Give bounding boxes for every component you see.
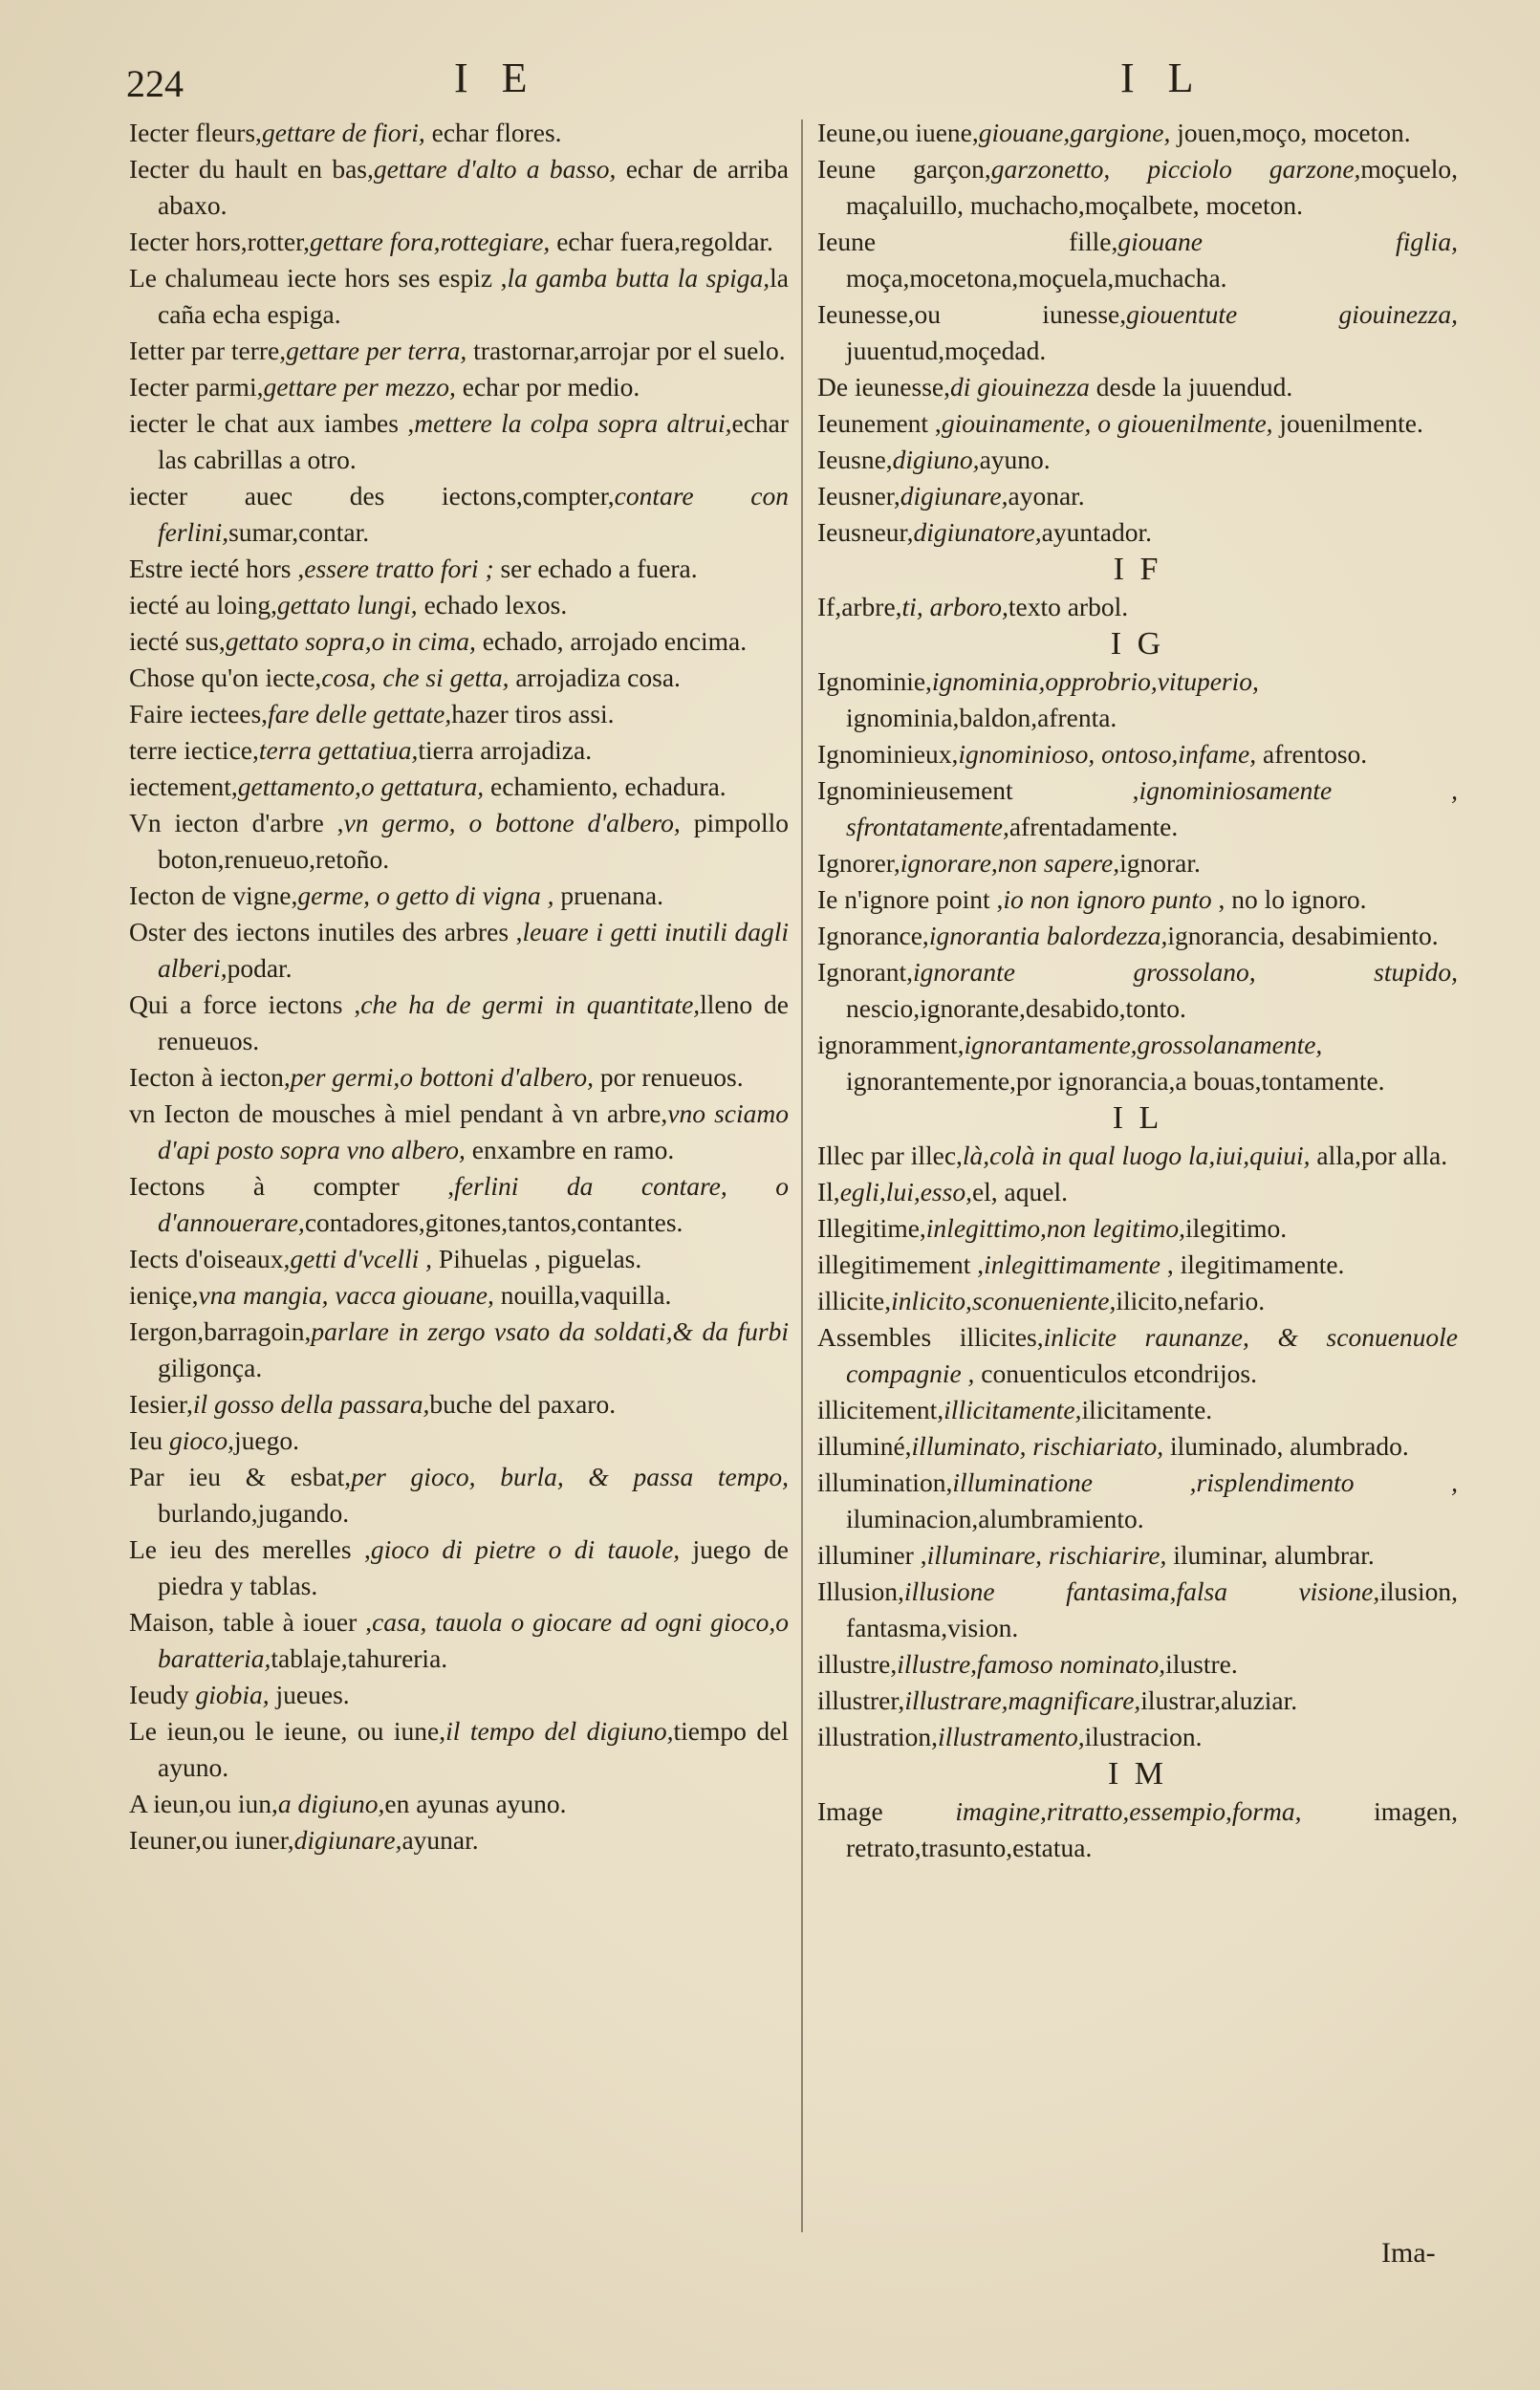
italian-translation: inlegittimamente (984, 1249, 1160, 1279)
french-term: ignoramment, (817, 1030, 965, 1059)
spanish-translation: la caña echa espiga. (158, 263, 790, 329)
dictionary-entry (129, 587, 789, 623)
right-column (817, 115, 1458, 1866)
french-term: Le ieun,ou le ieune, ou iune, (129, 1716, 446, 1746)
dictionary-entry (129, 987, 789, 1059)
italian-translation: di giouinezza (949, 372, 1090, 402)
french-term: Iesier, (129, 1389, 193, 1419)
dictionary-entry (817, 736, 1458, 772)
spanish-translation: trastornar,arrojar por el suelo. (466, 336, 786, 365)
italian-translation: gioco, (163, 1425, 234, 1455)
spanish-translation: ilegitimo. (1184, 1213, 1288, 1243)
dictionary-entry (129, 769, 789, 805)
dictionary-entry (129, 1532, 789, 1604)
dictionary-entry (129, 623, 789, 660)
dictionary-entry (817, 1537, 1458, 1574)
spanish-translation: ilustrar,aluziar. (1140, 1685, 1298, 1715)
dictionary-entry (129, 1241, 789, 1277)
italian-translation: illusione fantasima,falsa visione, (903, 1576, 1380, 1606)
french-term: Ignorant, (817, 957, 914, 987)
french-term: vn Iecton de mousches à miel pendant à vn arbre, (129, 1098, 668, 1128)
letter-section-heading: I G (1110, 626, 1165, 662)
spanish-translation: , no lo ignoro. (1211, 884, 1367, 914)
italian-translation: illustrare,magnificare, (904, 1685, 1141, 1715)
letter-section-heading: I F (1113, 552, 1162, 587)
dictionary-entry (817, 442, 1458, 478)
dictionary-entry (817, 369, 1458, 405)
dictionary-entry (129, 1713, 789, 1786)
spanish-translation: ayonar. (1008, 481, 1085, 511)
french-term: Ie n'ignore point , (817, 884, 1004, 914)
italian-translation: parlare in zergo vsato da soldati,& da furbi (311, 1316, 789, 1346)
italian-translation: inlicite raunanze, & sconuenuole compagnie , (846, 1322, 1458, 1388)
french-term: Iergon,barragoin, (129, 1316, 312, 1346)
french-term: illuminer , (817, 1540, 927, 1570)
italian-translation: il tempo del digiuno, (445, 1716, 674, 1746)
italian-translation: gettare per terra, (286, 336, 467, 365)
italian-translation: che ha de germi in quantitate, (360, 989, 701, 1019)
dictionary-entry (817, 514, 1458, 551)
french-term: Ieune garçon, (817, 154, 991, 184)
french-term: illustrer, (817, 1685, 905, 1715)
dictionary-entry (129, 1604, 789, 1677)
dictionary-entry (817, 589, 1458, 625)
dictionary-entry (129, 551, 789, 587)
french-term: Iecter fleurs, (129, 118, 262, 147)
spanish-translation: ignorantemente,por ignorancia,a bouas,tontamente. (846, 1066, 1385, 1096)
dictionary-entry (129, 878, 789, 914)
french-term: Qui a force iectons , (129, 989, 361, 1019)
italian-translation: getti d'vcelli , (290, 1244, 433, 1273)
french-term: Ieunement , (817, 408, 942, 438)
italian-translation: ignominioso, ontoso,infame, (958, 739, 1257, 769)
spanish-translation: ayuno. (979, 445, 1051, 474)
italian-translation: ignorare,non sapere, (900, 848, 1120, 878)
spanish-translation: echado lexos. (417, 590, 568, 619)
italian-translation: terra gettatiua, (258, 735, 419, 765)
french-term: Ieune,ou iuene, (817, 118, 979, 147)
dictionary-entry (129, 1277, 789, 1314)
dictionary-entry (129, 333, 789, 369)
italian-translation: vn germo, o bottone d'albero, (343, 808, 681, 837)
dictionary-entry (817, 1574, 1458, 1646)
spanish-translation: jouenilmente. (1272, 408, 1423, 438)
french-term: iecter le chat aux iambes , (129, 408, 415, 438)
italian-translation: mettere la colpa sopra altrui, (414, 408, 732, 438)
dictionary-entry (817, 1174, 1458, 1210)
dictionary-entry (129, 696, 789, 732)
italian-translation: fare delle gettate, (268, 699, 452, 728)
french-term: illicite, (817, 1286, 892, 1315)
spanish-translation: tablaje,tahureria. (271, 1643, 448, 1673)
italian-translation: giouane figlia, (1117, 227, 1458, 256)
french-term: Ignorer, (817, 848, 900, 878)
italian-translation: vno sciamo d'api posto sopra vno albero, (158, 1098, 789, 1164)
dictionary-entry (817, 224, 1458, 296)
french-term: iectement, (129, 771, 238, 801)
french-term: terre iectice, (129, 735, 259, 765)
italian-translation: la gamba butta la spiga, (507, 263, 770, 293)
spanish-translation: pruenana. (553, 880, 663, 910)
italian-translation: per gioco, burla, & passa tempo, (351, 1462, 789, 1491)
spanish-translation: contadores,gitones,tantos,contantes. (304, 1207, 683, 1237)
italian-translation: gettato lungi, (277, 590, 418, 619)
french-term: Ieunesse,ou iunesse, (817, 299, 1127, 329)
italian-translation: garzonetto, picciolo garzone, (990, 154, 1361, 184)
spanish-translation: echar las cabrillas a otro. (158, 408, 790, 474)
dictionary-entry (817, 1465, 1458, 1537)
dictionary-entry (817, 296, 1458, 369)
french-term: Ignominieusement , (817, 775, 1139, 805)
spanish-translation: imagen, retrato,trasunto,estatua. (846, 1796, 1458, 1862)
spanish-translation: ser echado a fuera. (493, 554, 698, 583)
spanish-translation: jouen,moço, moceton. (1170, 118, 1411, 147)
spanish-translation: ignorancia, desabimiento. (1167, 921, 1439, 950)
spanish-translation: echado, arrojado encima. (475, 626, 748, 656)
italian-translation: digiuno, (892, 445, 980, 474)
french-term: Oster des iectons inutiles des arbres , (129, 917, 523, 946)
italian-translation: illuminatione ,risplendimento , (952, 1467, 1458, 1497)
french-term: ieniçe, (129, 1280, 199, 1310)
italian-translation: essere tratto fori ; (304, 554, 494, 583)
dictionary-entry (129, 914, 789, 987)
dictionary-entry (817, 845, 1458, 881)
french-term: A ieun,ou iun, (129, 1789, 278, 1818)
french-term: iecter auec des iectons,compter, (129, 481, 615, 511)
french-term: Ieuner,ou iuner, (129, 1825, 294, 1855)
french-term: Ieune fille, (817, 227, 1118, 256)
spanish-translation: Pihuelas , piguelas. (432, 1244, 642, 1273)
french-term: Image (817, 1796, 883, 1826)
french-term: Ignominieux, (817, 739, 959, 769)
dictionary-entry (129, 805, 789, 878)
italian-translation: gioco di pietre o di tauole, (370, 1534, 681, 1564)
french-term: Iecton de vigne, (129, 880, 298, 910)
spanish-translation: conuenticulos etcondrijos. (974, 1358, 1257, 1388)
spanish-translation: ignorar. (1119, 848, 1201, 878)
french-term: Estre iecté hors , (129, 554, 305, 583)
italian-translation: gettare fora,rottegiare, (310, 227, 551, 256)
french-term: illuminé, (817, 1431, 912, 1461)
dictionary-entry (817, 1319, 1458, 1392)
italian-translation: illuminare, rischiarire, (926, 1540, 1167, 1570)
spanish-translation: , ilegitimamente. (1160, 1249, 1345, 1279)
french-term: Illusion, (817, 1576, 904, 1606)
spanish-translation: ilusion, fantasma,vision. (846, 1576, 1458, 1642)
spanish-translation: moçuelo, maçaluillo, muchacho,moçalbete, moceton. (846, 154, 1458, 220)
spanish-translation: tiempo del ayuno. (158, 1716, 789, 1782)
italian-translation: ti, arboro, (901, 592, 1009, 621)
dictionary-entry (817, 1719, 1458, 1755)
italian-translation: casa, tauola o giocare ad ogni gioco,o baratteria, (158, 1607, 789, 1673)
letter-section-heading: I L (1112, 1100, 1163, 1136)
dictionary-entry (129, 1677, 789, 1713)
french-term: De ieunesse, (817, 372, 950, 402)
dictionary-entry (129, 732, 789, 769)
italian-translation: inlicito,sconueniente, (891, 1286, 1117, 1315)
dictionary-entry (817, 881, 1458, 918)
italian-translation: per germi,o bottoni d'albero, (290, 1062, 595, 1092)
spanish-translation: echar flores. (424, 118, 562, 147)
spanish-translation: jueues. (269, 1680, 350, 1709)
dictionary-entry (129, 1423, 789, 1459)
spanish-translation: ayunar. (401, 1825, 479, 1855)
italian-translation: a digiuno, (277, 1789, 385, 1818)
dictionary-entry (129, 224, 789, 260)
french-term: Vn iecton d'arbre , (129, 808, 344, 837)
french-term: Iecter hors,rotter, (129, 227, 311, 256)
dictionary-entry (129, 260, 789, 333)
italian-translation: digiunatore, (913, 517, 1042, 547)
page-number: 224 (126, 62, 184, 105)
dictionary-entry (129, 478, 789, 551)
italian-translation: ignominia,opprobrio,vituperio, (931, 666, 1259, 696)
dictionary-entry (129, 1459, 789, 1532)
french-term: Iects d'oiseaux, (129, 1244, 291, 1273)
spanish-translation: echar por medio. (455, 372, 640, 402)
dictionary-entry (817, 1392, 1458, 1428)
italian-translation: contare con ferlini, (158, 481, 789, 547)
italian-translation: io non ignoro punto (1003, 884, 1212, 914)
spanish-translation: nouilla,vaquilla. (493, 1280, 672, 1310)
french-term: iecté sus, (129, 626, 226, 656)
dictionary-entry (817, 1793, 1458, 1866)
spanish-translation: iluminado, alumbrado. (1163, 1431, 1409, 1461)
dictionary-entry (817, 1210, 1458, 1247)
italian-translation: giobia, (188, 1680, 270, 1709)
spanish-translation: buche del paxaro. (429, 1389, 617, 1419)
french-term: Ignorance, (817, 921, 929, 950)
spanish-translation: juego. (233, 1425, 299, 1455)
spanish-translation: juego de piedra y tablas. (158, 1534, 789, 1600)
dictionary-entry (129, 1096, 789, 1168)
spanish-translation: ilustre. (1165, 1649, 1238, 1679)
dictionary-entry (817, 1428, 1458, 1465)
spanish-translation: afrentoso. (1256, 739, 1368, 769)
dictionary-entry (129, 1314, 789, 1386)
italian-translation: illustramento, (938, 1722, 1085, 1751)
spanish-translation: juuentud,moçedad. (846, 336, 1047, 365)
dictionary-entry (129, 1168, 789, 1241)
italian-translation: egli,lui,esso, (839, 1177, 972, 1206)
italian-translation: là,colà in qual luogo la,iui,quiui, (962, 1141, 1311, 1170)
dictionary-entry (129, 115, 789, 151)
italian-translation: leuare i getti inutili dagli alberi, (158, 917, 789, 983)
dictionary-entry (817, 1027, 1458, 1099)
dictionary-entry (817, 772, 1458, 845)
running-head-left: I E (454, 54, 539, 101)
dictionary-entry (817, 1646, 1458, 1683)
italian-translation: cosa, che si getta, (321, 663, 510, 692)
french-term: Iecton à iecton, (129, 1062, 291, 1092)
italian-translation: gettare de fiori, (261, 118, 425, 147)
french-term: illumination, (817, 1467, 953, 1497)
dictionary-entry (817, 1138, 1458, 1174)
spanish-translation: ayuntador. (1041, 517, 1152, 547)
spanish-translation: texto arbol. (1008, 592, 1129, 621)
italian-translation: giouane,gargione, (978, 118, 1171, 147)
dictionary-entry (129, 151, 789, 224)
french-term: Illec par illec, (817, 1141, 963, 1170)
spanish-translation: tierra arrojadiza. (418, 735, 593, 765)
french-term: Iecter du hault en bas, (129, 154, 374, 184)
spanish-translation: en ayunas ayuno. (384, 1789, 567, 1818)
italian-translation: gettare d'alto a basso, (373, 154, 617, 184)
french-term: Par ieu & esbat, (129, 1462, 352, 1491)
dictionary-entry (817, 405, 1458, 442)
running-head-right: I L (1120, 54, 1205, 101)
italian-translation: ignorantamente,grossolanamente, (964, 1030, 1323, 1059)
french-term: Le chalumeau iecte hors ses espiz , (129, 263, 508, 293)
italian-translation: gettamento,o gettatura, (237, 771, 485, 801)
french-term: Ieu (129, 1425, 163, 1455)
italian-translation: il gosso della passara, (192, 1389, 430, 1419)
column-divider (801, 120, 803, 2232)
dictionary-entry (129, 405, 789, 478)
french-term: If,arbre, (817, 592, 902, 621)
spanish-translation: burlando,jugando. (158, 1498, 350, 1528)
spanish-translation: desde la juuendud. (1089, 372, 1293, 402)
spanish-translation: echamiento, echadura. (484, 771, 727, 801)
italian-translation: vna mangia, vacca giouane, (198, 1280, 494, 1310)
dictionary-entry (817, 1283, 1458, 1319)
spanish-translation: ignominia,baldon,afrenta. (846, 703, 1117, 732)
dictionary-entry (129, 660, 789, 696)
french-term: Iectons à compter , (129, 1171, 455, 1201)
dictionary-entry (129, 1386, 789, 1423)
spanish-translation: giligonça. (158, 1353, 263, 1382)
spanish-translation: podar. (227, 953, 293, 983)
dictionary-entry (817, 478, 1458, 514)
french-term: Ignominie, (817, 666, 932, 696)
french-term: Faire iectees, (129, 699, 269, 728)
dictionary-entry (817, 663, 1458, 736)
italian-translation: imagine,ritratto,essempio,forma, (882, 1796, 1302, 1826)
dictionary-entry (129, 1786, 789, 1822)
french-term: Ieudy (129, 1680, 189, 1709)
french-term: Il, (817, 1177, 840, 1206)
french-term: Ieusneur, (817, 517, 914, 547)
italian-translation: ferlini da contare, o d'annouerare, (158, 1171, 790, 1237)
italian-translation: illuminato, rischiariato, (911, 1431, 1164, 1461)
spanish-translation: el, aquel. (971, 1177, 1068, 1206)
spanish-translation: ilicito,nefario. (1116, 1286, 1266, 1315)
french-term: Ietter par terre, (129, 336, 287, 365)
dictionary-entry (129, 369, 789, 405)
italian-translation: giouinamente, o giouenilmente, (941, 408, 1273, 438)
french-term: Chose qu'on iecte, (129, 663, 322, 692)
dictionary-entry (817, 1247, 1458, 1283)
spanish-translation: alla,por alla. (1310, 1141, 1448, 1170)
spanish-translation: ilicitamente. (1081, 1395, 1213, 1424)
spanish-translation: moça,mocetona,moçuela,muchacha. (846, 263, 1227, 293)
french-term: illustration, (817, 1722, 939, 1751)
spanish-translation: echar de arriba abaxo. (158, 154, 789, 220)
letter-section-heading: I M (1107, 1756, 1168, 1792)
dictionary-entry (817, 918, 1458, 954)
italian-translation: illicitamente, (944, 1395, 1082, 1424)
dictionary-entry (129, 1059, 789, 1096)
dictionary-entry (129, 1822, 789, 1858)
spanish-translation: ilustracion. (1084, 1722, 1203, 1751)
italian-translation: inlegittimo,non legitimo, (925, 1213, 1185, 1243)
french-term: Ieusne, (817, 445, 893, 474)
french-term: Assembles illicites, (817, 1322, 1044, 1352)
french-term: Iecter parmi, (129, 372, 264, 402)
dictionary-entry (817, 954, 1458, 1027)
italian-translation: illustre,famoso nominato, (897, 1649, 1166, 1679)
italian-translation: digiunare, (293, 1825, 402, 1855)
french-term: illustre, (817, 1649, 898, 1679)
spanish-translation: iluminar, alumbrar. (1166, 1540, 1375, 1570)
french-term: Illegitime, (817, 1213, 926, 1243)
spanish-translation: nescio,ignorante,desabido,tonto. (846, 993, 1186, 1023)
spanish-translation: arrojadiza cosa. (509, 663, 681, 692)
italian-translation: giouentute giouinezza, (1126, 299, 1458, 329)
spanish-translation: pimpollo boton,renueuo,retoño. (158, 808, 790, 874)
italian-translation: ignominiosamente , sfrontatamente, (846, 775, 1458, 841)
french-term: iecté au loing, (129, 590, 278, 619)
spanish-translation: iluminacion,alumbramiento. (846, 1504, 1144, 1533)
spanish-translation: por renueuos. (594, 1062, 744, 1092)
dictionary-entry (817, 115, 1458, 151)
italian-translation: ignorante grossolano, stupido, (913, 957, 1458, 987)
french-term: illegitimement , (817, 1249, 985, 1279)
spanish-translation: hazer tiros assi. (451, 699, 615, 728)
italian-translation: digiunare, (900, 481, 1009, 511)
spanish-translation: lleno de renueuos. (158, 989, 789, 1055)
spanish-translation: echar fuera,regoldar. (550, 227, 773, 256)
spanish-translation: sumar,contar. (228, 517, 370, 547)
italian-translation: germe, o getto di vigna , (297, 880, 554, 910)
french-term: Maison, table à iouer , (129, 1607, 373, 1637)
french-term: illicitement, (817, 1395, 944, 1424)
spanish-translation: enxambre en ramo. (465, 1135, 675, 1164)
left-column (129, 115, 789, 1858)
italian-translation: ignorantia balordezza, (928, 921, 1168, 950)
spanish-translation: afrentadamente. (1009, 812, 1179, 841)
italian-translation: gettare per mezzo, (263, 372, 456, 402)
french-term: Le ieu des merelles , (129, 1534, 371, 1564)
italian-translation: gettato sopra,o in cima, (225, 626, 476, 656)
french-term: Ieusner, (817, 481, 900, 511)
dictionary-entry (817, 151, 1458, 224)
catchword: Ima- (1381, 2237, 1436, 2269)
dictionary-entry (817, 1683, 1458, 1719)
